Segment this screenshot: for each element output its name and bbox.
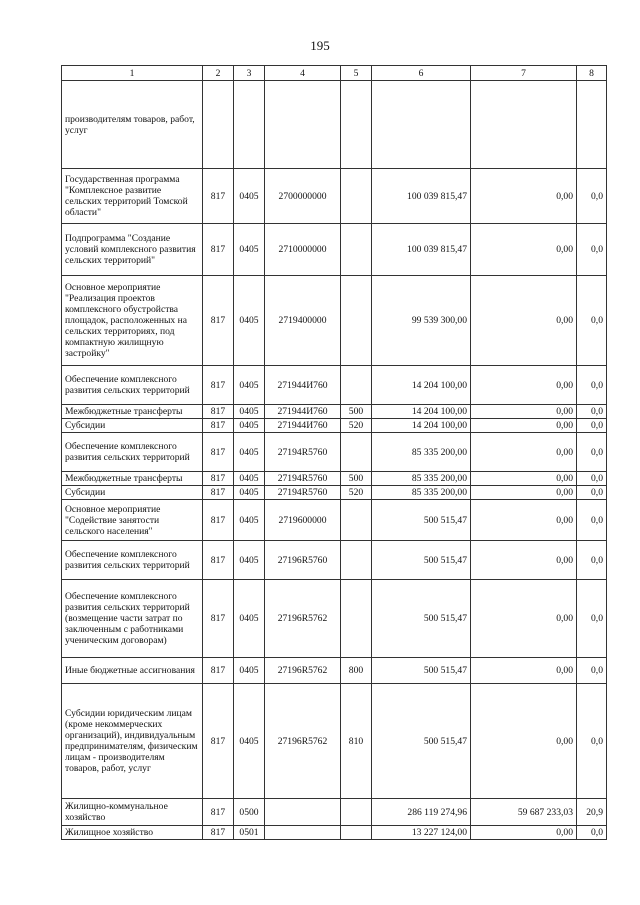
cell-ministry: 817	[203, 826, 234, 840]
cell-plan: 14 204 100,00	[372, 405, 471, 419]
cell-percent: 0,0	[577, 580, 607, 658]
cell-actual: 0,00	[471, 472, 577, 486]
cell-plan: 13 227 124,00	[372, 826, 471, 840]
cell-ministry: 817	[203, 405, 234, 419]
column-header: 6	[372, 66, 471, 81]
cell-expense-type	[341, 169, 372, 224]
cell-ministry: 817	[203, 433, 234, 472]
table-row	[62, 486, 607, 500]
table-row	[62, 799, 607, 826]
cell-target-article: 27196R5762	[265, 684, 341, 799]
cell-ministry: 817	[203, 684, 234, 799]
cell-target-article: 27194R5760	[265, 433, 341, 472]
cell-plan: 100 039 815,47	[372, 169, 471, 224]
budget-table	[61, 65, 607, 840]
cell-percent: 0,0	[577, 500, 607, 541]
cell-section: 0405	[234, 169, 265, 224]
cell-expense-type: 520	[341, 419, 372, 433]
row-name: Обеспечение комплексного развития сельских территорий	[62, 366, 203, 405]
cell-section: 0405	[234, 419, 265, 433]
cell-percent: 0,0	[577, 433, 607, 472]
row-name: Обеспечение комплексного развития сельских территорий	[62, 433, 203, 472]
cell-percent: 0,0	[577, 366, 607, 405]
cell-plan: 85 335 200,00	[372, 472, 471, 486]
cell-plan: 500 515,47	[372, 580, 471, 658]
cell-actual: 0,00	[471, 486, 577, 500]
cell-target-article: 2700000000	[265, 169, 341, 224]
cell-actual: 0,00	[471, 224, 577, 276]
cell-section: 0405	[234, 224, 265, 276]
row-name: Субсидии	[62, 486, 203, 500]
cell-percent: 20,9	[577, 799, 607, 826]
cell-expense-type: 800	[341, 658, 372, 684]
cell-percent: 0,0	[577, 405, 607, 419]
cell-expense-type	[341, 224, 372, 276]
row-name: Межбюджетные трансферты	[62, 472, 203, 486]
cell-target-article	[265, 81, 341, 169]
row-name: Жилищное хозяйство	[62, 826, 203, 840]
cell-section: 0501	[234, 826, 265, 840]
row-name: Межбюджетные трансферты	[62, 405, 203, 419]
row-name: Субсидии юридическим лицам (кроме некоммерческих организаций), индивидуальным предпринимателям, физическим лицам - производителям товаров, работ, услуг	[62, 684, 203, 799]
row-name: Иные бюджетные ассигнования	[62, 658, 203, 684]
cell-percent: 0,0	[577, 169, 607, 224]
cell-expense-type	[341, 276, 372, 366]
cell-ministry: 817	[203, 366, 234, 405]
cell-section: 0405	[234, 433, 265, 472]
cell-ministry: 817	[203, 486, 234, 500]
cell-actual: 0,00	[471, 169, 577, 224]
cell-percent: 0,0	[577, 276, 607, 366]
cell-plan: 500 515,47	[372, 658, 471, 684]
cell-section: 0500	[234, 799, 265, 826]
table-row	[62, 500, 607, 541]
row-name: Субсидии	[62, 419, 203, 433]
cell-ministry: 817	[203, 419, 234, 433]
cell-target-article: 271944И760	[265, 405, 341, 419]
cell-target-article: 27196R5762	[265, 580, 341, 658]
cell-actual: 0,00	[471, 405, 577, 419]
column-header: 7	[471, 66, 577, 81]
cell-percent: 0,0	[577, 658, 607, 684]
cell-ministry	[203, 81, 234, 169]
cell-actual: 0,00	[471, 684, 577, 799]
cell-percent: 0,0	[577, 486, 607, 500]
cell-ministry: 817	[203, 276, 234, 366]
table-row	[62, 433, 607, 472]
cell-expense-type	[341, 799, 372, 826]
cell-target-article: 2710000000	[265, 224, 341, 276]
cell-target-article: 27194R5760	[265, 486, 341, 500]
cell-percent: 0,0	[577, 224, 607, 276]
cell-expense-type	[341, 500, 372, 541]
cell-ministry: 817	[203, 541, 234, 580]
table-row	[62, 580, 607, 658]
cell-expense-type: 500	[341, 472, 372, 486]
table-row	[62, 81, 607, 169]
cell-target-article: 27196R5760	[265, 541, 341, 580]
column-header: 4	[265, 66, 341, 81]
cell-expense-type	[341, 580, 372, 658]
row-name: Жилищно-коммунальное хозяйство	[62, 799, 203, 826]
table-row	[62, 684, 607, 799]
cell-percent: 0,0	[577, 472, 607, 486]
cell-percent: 0,0	[577, 684, 607, 799]
cell-plan: 14 204 100,00	[372, 419, 471, 433]
cell-ministry: 817	[203, 169, 234, 224]
cell-expense-type	[341, 433, 372, 472]
cell-actual: 0,00	[471, 658, 577, 684]
cell-section: 0405	[234, 541, 265, 580]
table-row	[62, 276, 607, 366]
cell-ministry: 817	[203, 580, 234, 658]
cell-section: 0405	[234, 580, 265, 658]
cell-expense-type	[341, 541, 372, 580]
cell-section: 0405	[234, 276, 265, 366]
cell-plan: 100 039 815,47	[372, 224, 471, 276]
cell-target-article	[265, 826, 341, 840]
cell-percent: 0,0	[577, 419, 607, 433]
cell-actual: 0,00	[471, 276, 577, 366]
cell-percent: 0,0	[577, 541, 607, 580]
header-row	[62, 66, 607, 81]
cell-section: 0405	[234, 500, 265, 541]
cell-section: 0405	[234, 486, 265, 500]
cell-target-article: 271944И760	[265, 419, 341, 433]
cell-percent	[577, 81, 607, 169]
cell-actual: 0,00	[471, 419, 577, 433]
cell-expense-type: 810	[341, 684, 372, 799]
column-header: 8	[577, 66, 607, 81]
cell-percent: 0,0	[577, 826, 607, 840]
cell-section: 0405	[234, 658, 265, 684]
column-header: 3	[234, 66, 265, 81]
row-name: Подпрограмма "Создание условий комплексного развития сельских территорий"	[62, 224, 203, 276]
cell-section: 0405	[234, 366, 265, 405]
cell-section	[234, 81, 265, 169]
cell-target-article: 271944И760	[265, 366, 341, 405]
cell-ministry: 817	[203, 658, 234, 684]
cell-target-article	[265, 799, 341, 826]
cell-expense-type: 500	[341, 405, 372, 419]
column-header: 2	[203, 66, 234, 81]
cell-actual: 0,00	[471, 500, 577, 541]
table-row	[62, 419, 607, 433]
cell-actual: 0,00	[471, 541, 577, 580]
cell-target-article: 27194R5760	[265, 472, 341, 486]
table-row	[62, 405, 607, 419]
row-name: Государственная программа "Комплексное развитие сельских территорий Томской области"	[62, 169, 203, 224]
cell-plan: 500 515,47	[372, 500, 471, 541]
cell-expense-type	[341, 366, 372, 405]
row-name: Основное мероприятие "Содействие занятости сельского населения"	[62, 500, 203, 541]
cell-actual: 0,00	[471, 433, 577, 472]
table-row	[62, 472, 607, 486]
cell-actual: 0,00	[471, 826, 577, 840]
row-name: производителям товаров, работ, услуг	[62, 81, 203, 169]
cell-expense-type: 520	[341, 486, 372, 500]
cell-actual: 0,00	[471, 366, 577, 405]
cell-plan: 500 515,47	[372, 541, 471, 580]
table-row	[62, 658, 607, 684]
table-row	[62, 224, 607, 276]
cell-section: 0405	[234, 472, 265, 486]
cell-actual: 59 687 233,03	[471, 799, 577, 826]
cell-target-article: 27196R5762	[265, 658, 341, 684]
column-header: 5	[341, 66, 372, 81]
cell-actual: 0,00	[471, 580, 577, 658]
cell-ministry: 817	[203, 500, 234, 541]
cell-actual	[471, 81, 577, 169]
cell-plan: 500 515,47	[372, 684, 471, 799]
row-name: Обеспечение комплексного развития сельских территорий (возмещение части затрат по заключенным с работниками ученическим договорам)	[62, 580, 203, 658]
row-name: Основное мероприятие "Реализация проектов комплексного обустройства площадок, расположенных на сельских территориях, под компактную жилищную застройку"	[62, 276, 203, 366]
cell-plan: 99 539 300,00	[372, 276, 471, 366]
cell-plan: 14 204 100,00	[372, 366, 471, 405]
cell-target-article: 2719400000	[265, 276, 341, 366]
cell-section: 0405	[234, 684, 265, 799]
table-row	[62, 366, 607, 405]
row-name: Обеспечение комплексного развития сельских территорий	[62, 541, 203, 580]
cell-expense-type	[341, 826, 372, 840]
cell-plan: 85 335 200,00	[372, 486, 471, 500]
table-row	[62, 826, 607, 840]
cell-target-article: 2719600000	[265, 500, 341, 541]
cell-plan	[372, 81, 471, 169]
cell-section: 0405	[234, 405, 265, 419]
cell-plan: 85 335 200,00	[372, 433, 471, 472]
cell-ministry: 817	[203, 799, 234, 826]
cell-plan: 286 119 274,96	[372, 799, 471, 826]
column-header: 1	[62, 66, 203, 81]
page-number: 195	[310, 38, 330, 53]
cell-ministry: 817	[203, 224, 234, 276]
cell-ministry: 817	[203, 472, 234, 486]
table-row	[62, 169, 607, 224]
table-row	[62, 541, 607, 580]
cell-expense-type	[341, 81, 372, 169]
